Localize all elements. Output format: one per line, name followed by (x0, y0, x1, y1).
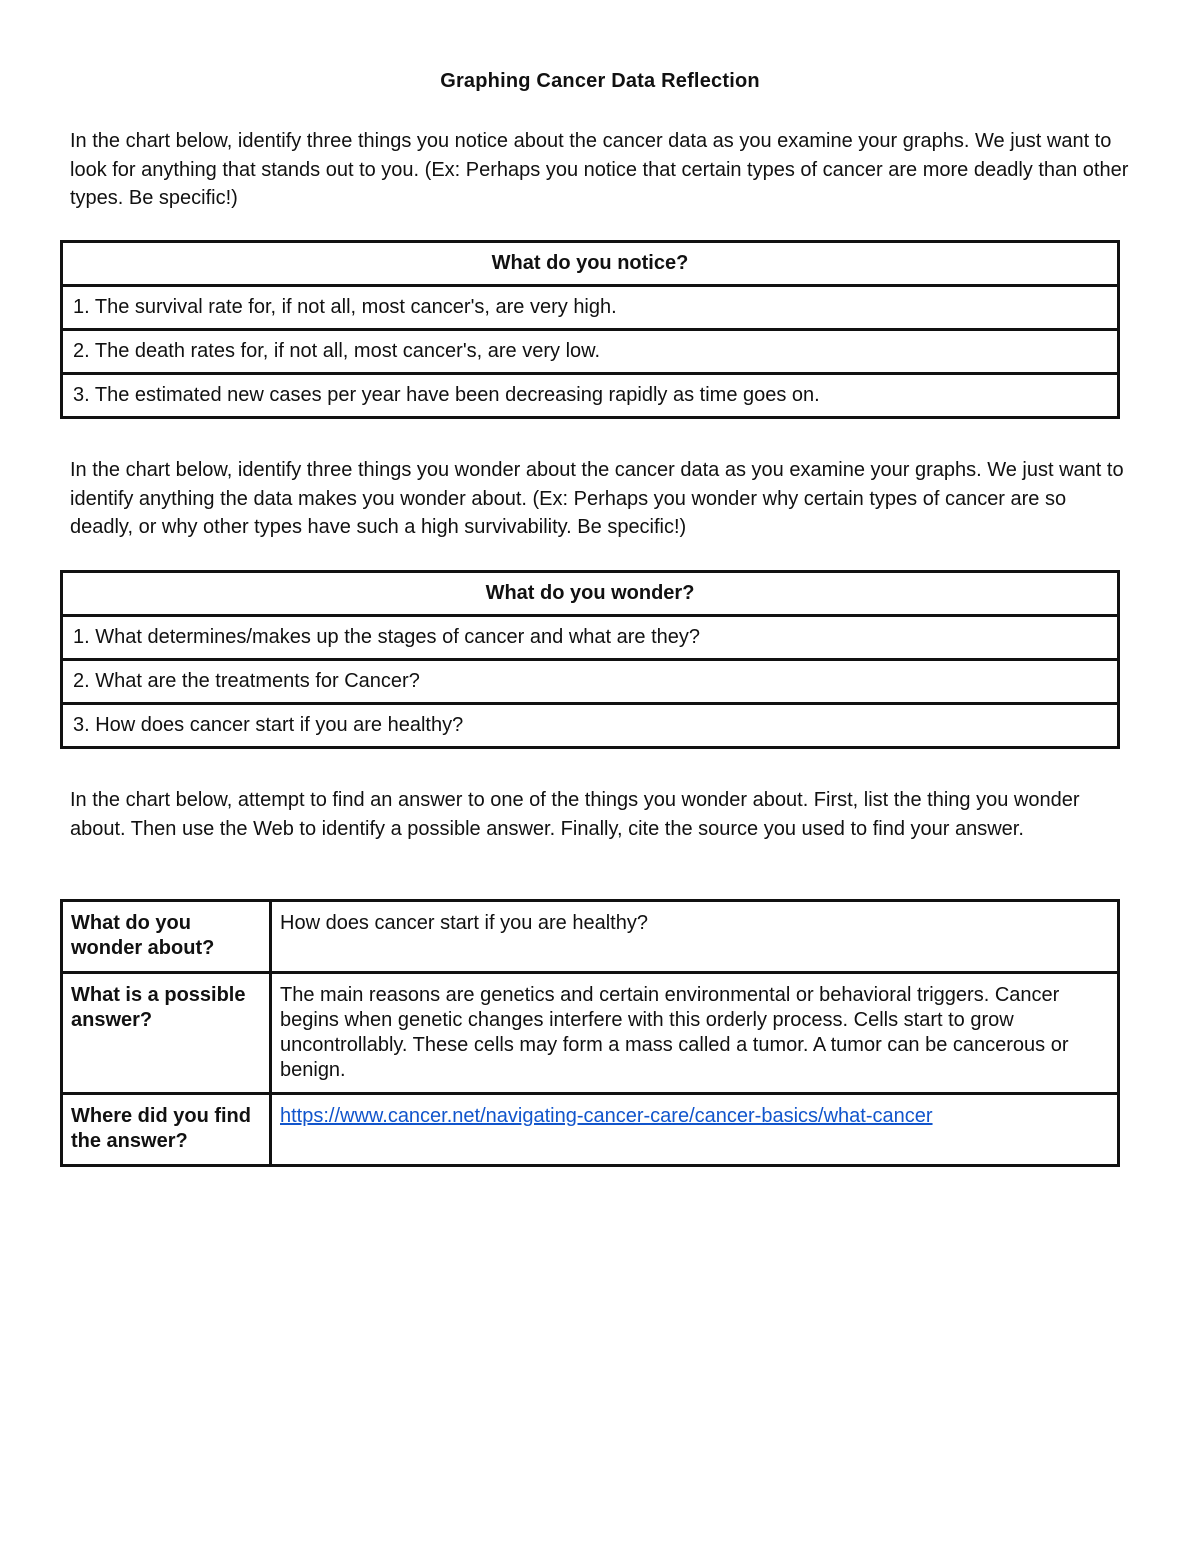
wonder-item-3[interactable]: 3. How does cancer start if you are healthy? (62, 704, 1119, 748)
notice-item-2[interactable]: 2. The death rates for, if not all, most cancer's, are very low. (62, 330, 1119, 374)
notice-instructions: In the chart below, identify three things you notice about the cancer data as you examine your graphs. We just want to look for anything that stands out to you. (Ex: Perhaps you notice that certain types of cancer are more deadly than other types. Be specific!) (70, 130, 1129, 209)
notice-table (60, 240, 1120, 419)
wonder-item-1[interactable]: 1. What determines/makes up the stages of cancer and what are they? (62, 616, 1119, 660)
table-row (62, 973, 1119, 1094)
wonder-table (60, 570, 1120, 749)
wonder-instructions: In the chart below, identify three things you wonder about the cancer data as you examine your graphs. We just want to identify anything the data makes you wonder about. (Ex: Perhaps you wonder why certain types of cancer are so deadly, or why other types have such a high survivability. Be specific!) (70, 459, 1124, 538)
table-row (62, 704, 1119, 748)
possible-answer-value[interactable]: The main reasons are genetics and certain environmental or behavioral triggers. Cancer begins when genetic changes interfere with this orderly process. Cells start to grow uncontrollably. These cells may form a mass called a tumor. A tumor can be cancerous or benign. (271, 973, 1119, 1094)
answer-table (60, 899, 1120, 1167)
page-title: Graphing Cancer Data Reflection (440, 70, 760, 92)
wonder-table-header: What do you wonder? (62, 572, 1119, 616)
table-row (62, 572, 1119, 616)
wonder-about-value[interactable]: How does cancer start if you are healthy? (271, 901, 1119, 973)
table-row (62, 242, 1119, 286)
wonder-about-label: What do you wonder about? (62, 901, 271, 973)
possible-answer-label: What is a possible answer? (62, 973, 271, 1094)
source-link[interactable]: https://www.cancer.net/navigating-cancer-care/cancer-basics/what-cancer (280, 1105, 933, 1127)
source-label: Where did you find the answer? (62, 1094, 271, 1166)
table-row (62, 901, 1119, 973)
table-row (62, 374, 1119, 418)
source-cell (271, 1094, 1119, 1166)
table-row (62, 286, 1119, 330)
notice-table-header: What do you notice? (62, 242, 1119, 286)
table-row (62, 616, 1119, 660)
wonder-item-2[interactable]: 2. What are the treatments for Cancer? (62, 660, 1119, 704)
table-row (62, 330, 1119, 374)
notice-item-1[interactable]: 1. The survival rate for, if not all, most cancer's, are very high. (62, 286, 1119, 330)
notice-item-3[interactable]: 3. The estimated new cases per year have been decreasing rapidly as time goes on. (62, 374, 1119, 418)
answer-instructions: In the chart below, attempt to find an answer to one of the things you wonder about. First, list the thing you wonder about. Then use the Web to identify a possible answer. Finally, cite the source you used to find your answer. (70, 789, 1080, 840)
table-row (62, 660, 1119, 704)
table-row (62, 1094, 1119, 1166)
